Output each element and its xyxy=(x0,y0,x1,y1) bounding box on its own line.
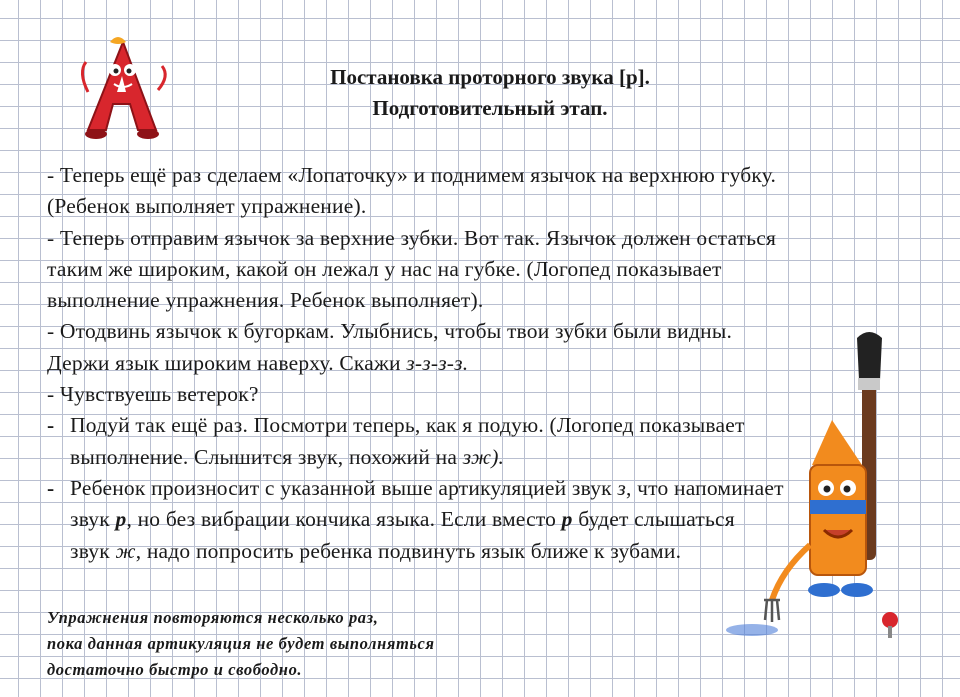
text-line: таким же широким, какой он лежал у нас на губке. (Логопед показывает xyxy=(47,256,722,281)
text-line xyxy=(70,536,937,567)
text-span: Держи язык широким наверху. Скажи xyxy=(47,350,407,375)
text-span: , что напоминает xyxy=(625,475,784,500)
text-line xyxy=(47,348,937,379)
sound-letter: р xyxy=(561,507,573,532)
text-span: звук xyxy=(70,507,116,532)
text-line xyxy=(70,504,937,535)
text-span: , надо попросить ребенка подвинуть язык ближе к зубами. xyxy=(135,538,682,563)
text-line: (Ребенок выполняет упражнение). xyxy=(47,194,367,219)
bullet-marker: - xyxy=(47,475,55,500)
sound-letter: з xyxy=(617,475,626,500)
text-span: , но без вибрации кончика языка. Если вместо xyxy=(126,507,562,532)
bullet-marker: - xyxy=(47,413,55,438)
title-line-1: Постановка проторного звука [р]. xyxy=(330,65,650,89)
title-line-2: Подготовительный этап. xyxy=(372,96,608,120)
footnote xyxy=(47,605,435,683)
text-span: будет слышаться xyxy=(572,507,735,532)
sound-example: зж). xyxy=(462,444,505,469)
letter-a-character-icon xyxy=(68,32,178,142)
footnote-line-1: Упражнения повторяются несколько раз, xyxy=(47,608,379,627)
text-span: звук xyxy=(70,538,116,563)
text-span: выполнение. Слышится звук, похожий на xyxy=(70,444,463,469)
text-line: выполнение упражнения. Ребенок выполняет). xyxy=(47,288,484,313)
text-line xyxy=(70,442,937,473)
sound-letter: р xyxy=(115,507,127,532)
text-line: - Теперь отправим язычок за верхние зубки. Вот так. Язычок должен остаться xyxy=(47,225,777,250)
footnote-line-3: достаточно быстро и свободно. xyxy=(47,660,303,679)
text-line xyxy=(70,473,937,504)
instruction-text xyxy=(47,160,937,567)
sound-example: з-з-з-з. xyxy=(406,350,469,375)
text-line: - Отодвинь язычок к бугоркам. Улыбнись, чтобы твои зубки были видны. xyxy=(47,319,733,344)
sound-letter: ж xyxy=(115,538,136,563)
text-span: Ребенок произносит с указанной выше артикуляцией звук xyxy=(70,475,618,500)
bullet-item xyxy=(47,410,937,473)
text-line: Подуй так ещё раз. Посмотри теперь, как я подую. (Логопед показывает xyxy=(70,413,745,438)
bullet-item xyxy=(47,473,937,567)
footnote-line-2: пока данная артикуляция не будет выполняться xyxy=(47,634,435,653)
text-line: - Чувствуешь ветерок? xyxy=(47,382,259,407)
text-line: - Теперь ещё раз сделаем «Лопаточку» и поднимем язычок на верхнюю губку. xyxy=(47,163,777,187)
page-title xyxy=(200,62,780,124)
